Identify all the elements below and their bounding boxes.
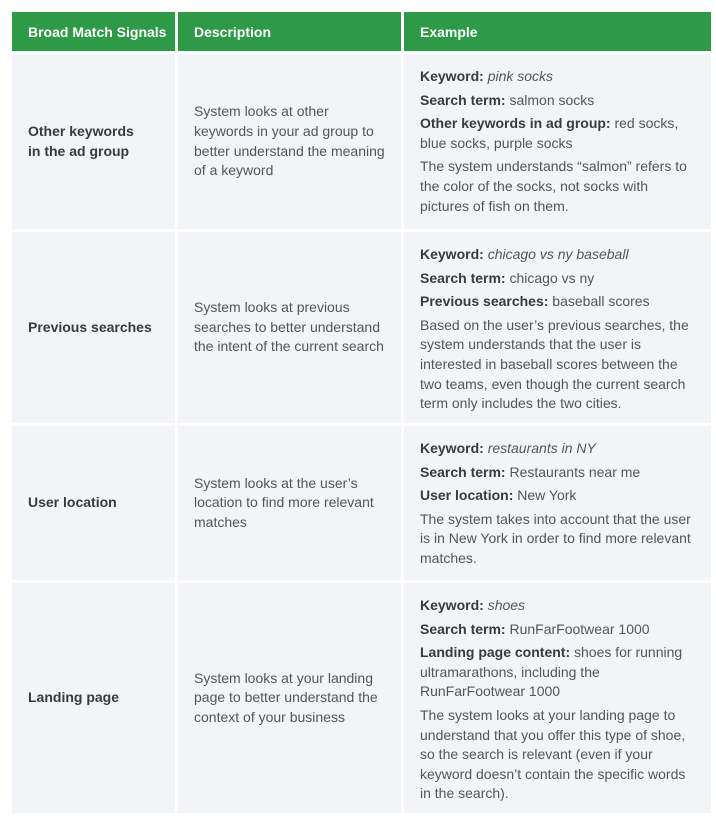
explanation-text: The system looks at your landing page to understand that you offer this type of shoe, so the search is relevant (even if your keyword doesn’t contain the specific words in the search).	[420, 706, 686, 802]
search-term-value: salmon socks	[509, 91, 595, 108]
signal-label: Landing page	[28, 689, 119, 706]
signal-detail-label: User location:	[420, 487, 514, 504]
description-text: System looks at the user’s location to find more relevant matches	[194, 474, 374, 530]
example-cell	[404, 54, 711, 229]
search-term-label: Search term:	[420, 91, 506, 108]
description-text: System looks at other keywords in your ad group to better understand the meaning of a keyword	[194, 103, 385, 179]
description-cell	[178, 54, 401, 229]
signal-detail-line	[420, 114, 697, 153]
table-row	[12, 54, 711, 229]
keyword-line	[420, 67, 697, 87]
signal-detail-line	[420, 486, 697, 506]
description-text: System looks at your landing page to better understand the context of your business	[194, 669, 378, 725]
header-description: Description	[178, 12, 401, 51]
table-row	[12, 583, 711, 813]
keyword-label: Keyword:	[420, 246, 484, 262]
table-row	[12, 426, 711, 580]
search-term-value: Restaurants near me	[509, 463, 641, 480]
broad-match-table	[12, 12, 711, 813]
signal-detail-value: red socks, blue socks, purple socks	[420, 115, 679, 151]
keyword-line	[420, 439, 697, 459]
description-cell	[178, 426, 401, 580]
table-header	[12, 12, 711, 51]
explanation-text: Based on the user’s previous searches, the system understands that the user is interested in baseball scores between the two teams, even though the current search term only includes the two cities.	[420, 316, 689, 412]
explanation-text: The system takes into account that the user is in New York in order to find more relevant matches.	[420, 510, 691, 566]
keyword-value: shoes	[487, 597, 526, 613]
search-term-label: Search term:	[420, 620, 506, 637]
signal-detail-label: Previous searches:	[420, 293, 549, 310]
signal-cell	[12, 232, 175, 423]
search-term-value: chicago vs ny	[509, 269, 595, 286]
search-term-label: Search term:	[420, 269, 506, 286]
keyword-label: Keyword:	[420, 440, 484, 456]
description-cell	[178, 232, 401, 423]
example-cell	[404, 232, 711, 423]
header-signals: Broad Match Signals	[12, 12, 175, 51]
explanation-text: The system understands “salmon” refers to the color of the socks, not socks with pictures of fish on them.	[420, 158, 687, 214]
signal-label: Previous searches	[28, 318, 152, 335]
search-term-line	[420, 463, 697, 483]
signal-detail-line	[420, 643, 697, 702]
header-example: Example	[404, 12, 711, 51]
signal-cell	[12, 583, 175, 813]
description-cell	[178, 583, 401, 813]
example-cell	[404, 583, 711, 813]
keyword-line	[420, 245, 697, 265]
keyword-line	[420, 596, 697, 616]
signal-detail-line	[420, 292, 697, 312]
keyword-value: chicago vs ny baseball	[487, 246, 629, 262]
signal-detail-value: baseball scores	[552, 293, 650, 310]
example-cell	[404, 426, 711, 580]
keyword-value: pink socks	[487, 68, 554, 84]
keyword-value: restaurants in NY	[487, 440, 596, 456]
keyword-label: Keyword:	[420, 68, 484, 84]
signal-cell	[12, 426, 175, 580]
signal-label: User location	[28, 494, 117, 511]
signal-detail-value: New York	[517, 487, 577, 504]
search-term-line	[420, 620, 697, 640]
signal-detail-label: Other keywords in ad group:	[420, 115, 611, 132]
signal-detail-value: shoes for running ultramarathons, including the RunFarFootwear 1000	[420, 644, 683, 700]
description-text: System looks at previous searches to better understand the intent of the current search	[194, 299, 384, 355]
search-term-label: Search term:	[420, 463, 506, 480]
search-term-value: RunFarFootwear 1000	[509, 620, 650, 637]
search-term-line	[420, 91, 697, 111]
keyword-label: Keyword:	[420, 597, 484, 613]
table-row	[12, 232, 711, 423]
signal-label: Other keywords in the ad group	[28, 122, 134, 159]
signal-cell	[12, 54, 175, 229]
search-term-line	[420, 269, 697, 289]
signal-detail-label: Landing page content:	[420, 644, 571, 661]
